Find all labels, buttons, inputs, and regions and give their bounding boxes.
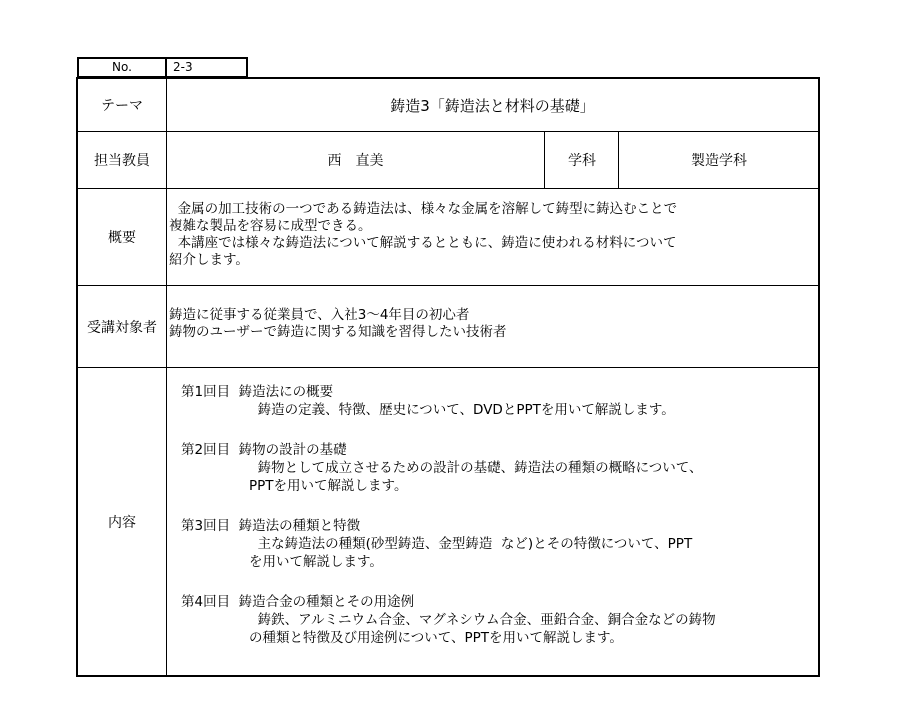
- teacher-row: [78, 132, 818, 189]
- target-line: 鋳造に従事する従業員で、入社3～4年目の初心者: [169, 307, 470, 323]
- overview-line: 本講座では様々な鋳造法について解説するとともに、鋳造に使われる材料について: [169, 235, 677, 251]
- department-label: 学科: [546, 132, 619, 188]
- target-row: [78, 286, 818, 368]
- teacher-label: 担当教員: [78, 132, 167, 188]
- overview-line: 複雑な製品を容易に成型できる。: [169, 218, 372, 234]
- session-description-cont: PPTを用いて解説します。: [249, 478, 408, 494]
- session-3: [181, 517, 812, 571]
- session-2: [181, 441, 812, 495]
- session-heading: 第4回目 鋳造合金の種類とその用途例: [181, 594, 415, 610]
- content-label: 内容: [78, 368, 167, 675]
- overview-text: [169, 201, 812, 285]
- no-value: 2-3: [166, 58, 247, 77]
- theme-row: [78, 79, 818, 132]
- department-value: 製造学科: [691, 153, 747, 169]
- syllabus-table: [76, 77, 820, 677]
- session-description-cont: を用いて解説します。: [249, 554, 383, 570]
- session-description: 鋳物として成立させるための設計の基礎、鋳造法の種類の概略について、: [249, 460, 703, 476]
- teacher-name: 西 直美: [167, 132, 545, 188]
- content-text: [181, 383, 812, 675]
- no-label: No.: [78, 58, 166, 77]
- overview-label: 概要: [78, 189, 167, 285]
- session-1: [181, 383, 812, 419]
- session-description: 鋳鉄、アルミニウム合金、マグネシウム合金、亜鉛合金、銅合金などの鋳物: [249, 612, 716, 628]
- target-text: [169, 307, 812, 367]
- theme-value: 鋳造3「鋳造法と材料の基礎」: [390, 96, 595, 115]
- overview-line: 紹介します。: [169, 252, 249, 268]
- session-description-cont: の種類と特徴及び用途例について、PPTを用いて解説します。: [249, 630, 623, 646]
- session-heading: 第2回目 鋳物の設計の基礎: [181, 442, 347, 458]
- target-line: 鋳物のユーザーで鋳造に関する知識を習得したい技術者: [169, 324, 507, 340]
- session-heading: 第3回目 鋳造法の種類と特徴: [181, 518, 361, 534]
- overview-line: 金属の加工技術の一つである鋳造法は、様々な金属を溶解して鋳型に鋳込むことで: [169, 201, 678, 217]
- session-heading: 第1回目 鋳造法にの概要: [181, 384, 334, 400]
- target-label: 受講対象者: [78, 286, 167, 367]
- content-row: [78, 368, 818, 675]
- session-description: 主な鋳造法の種類(砂型鋳造、金型鋳造 など)とその特徴について、PPT: [249, 536, 693, 552]
- overview-row: [78, 189, 818, 286]
- theme-label: テーマ: [78, 79, 167, 131]
- session-description: 鋳造の定義、特徴、歴史について、DVDとPPTを用いて解説します。: [249, 402, 675, 418]
- session-4: [181, 593, 812, 647]
- number-header: [77, 57, 248, 78]
